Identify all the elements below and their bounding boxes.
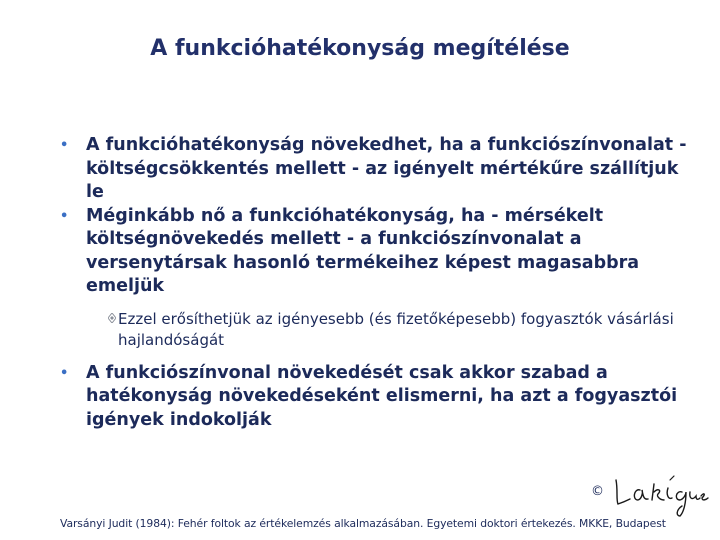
sub-bullet-text: Ezzel erősíthetjük az igényesebb (és fizetőképesebb) fogyasztók vásárlási hajlandóságát xyxy=(118,309,674,349)
bullet-text: A funkcióhatékonyság növekedhet, ha a funkciószínvonalat - költségcsökkentés mellett - az igényelt mértékűre szállítjuk le xyxy=(86,135,687,202)
bullet-dot-icon: • xyxy=(60,138,69,153)
bullet-text: A funkciószínvonal növekedését csak akkor szabad a hatékonyság növekedéseként elismerni, ha azt a fogyasztói igények indokolják xyxy=(86,362,678,430)
bullet-item xyxy=(56,134,696,205)
bullet-item xyxy=(56,362,696,433)
bullet-list xyxy=(56,134,696,432)
handwritten-signature xyxy=(610,466,710,518)
bullet-dot-icon: • xyxy=(60,365,69,381)
copyright-symbol: © xyxy=(591,484,604,499)
footer-citation: Varsányi Judit (1984): Fehér foltok az értékelemzés alkalmazásában. Egyetemi doktori értekezés. MKKE, Budapest xyxy=(60,517,666,530)
slide-title: A funkcióhatékonyság megítélése xyxy=(150,36,570,61)
bullet-item xyxy=(56,205,696,299)
sub-bullet-item xyxy=(118,309,696,351)
bullet-dot-icon: • xyxy=(60,208,69,224)
bullet-text: Méginkább nő a funkcióhatékonyság, ha - mérsékelt költségnövekedés mellett - a funkciószínvonalat a versenytársak hasonló termékeihez képest magasabbra emeljük xyxy=(86,205,640,296)
diamond-arrow-icon xyxy=(108,313,116,323)
